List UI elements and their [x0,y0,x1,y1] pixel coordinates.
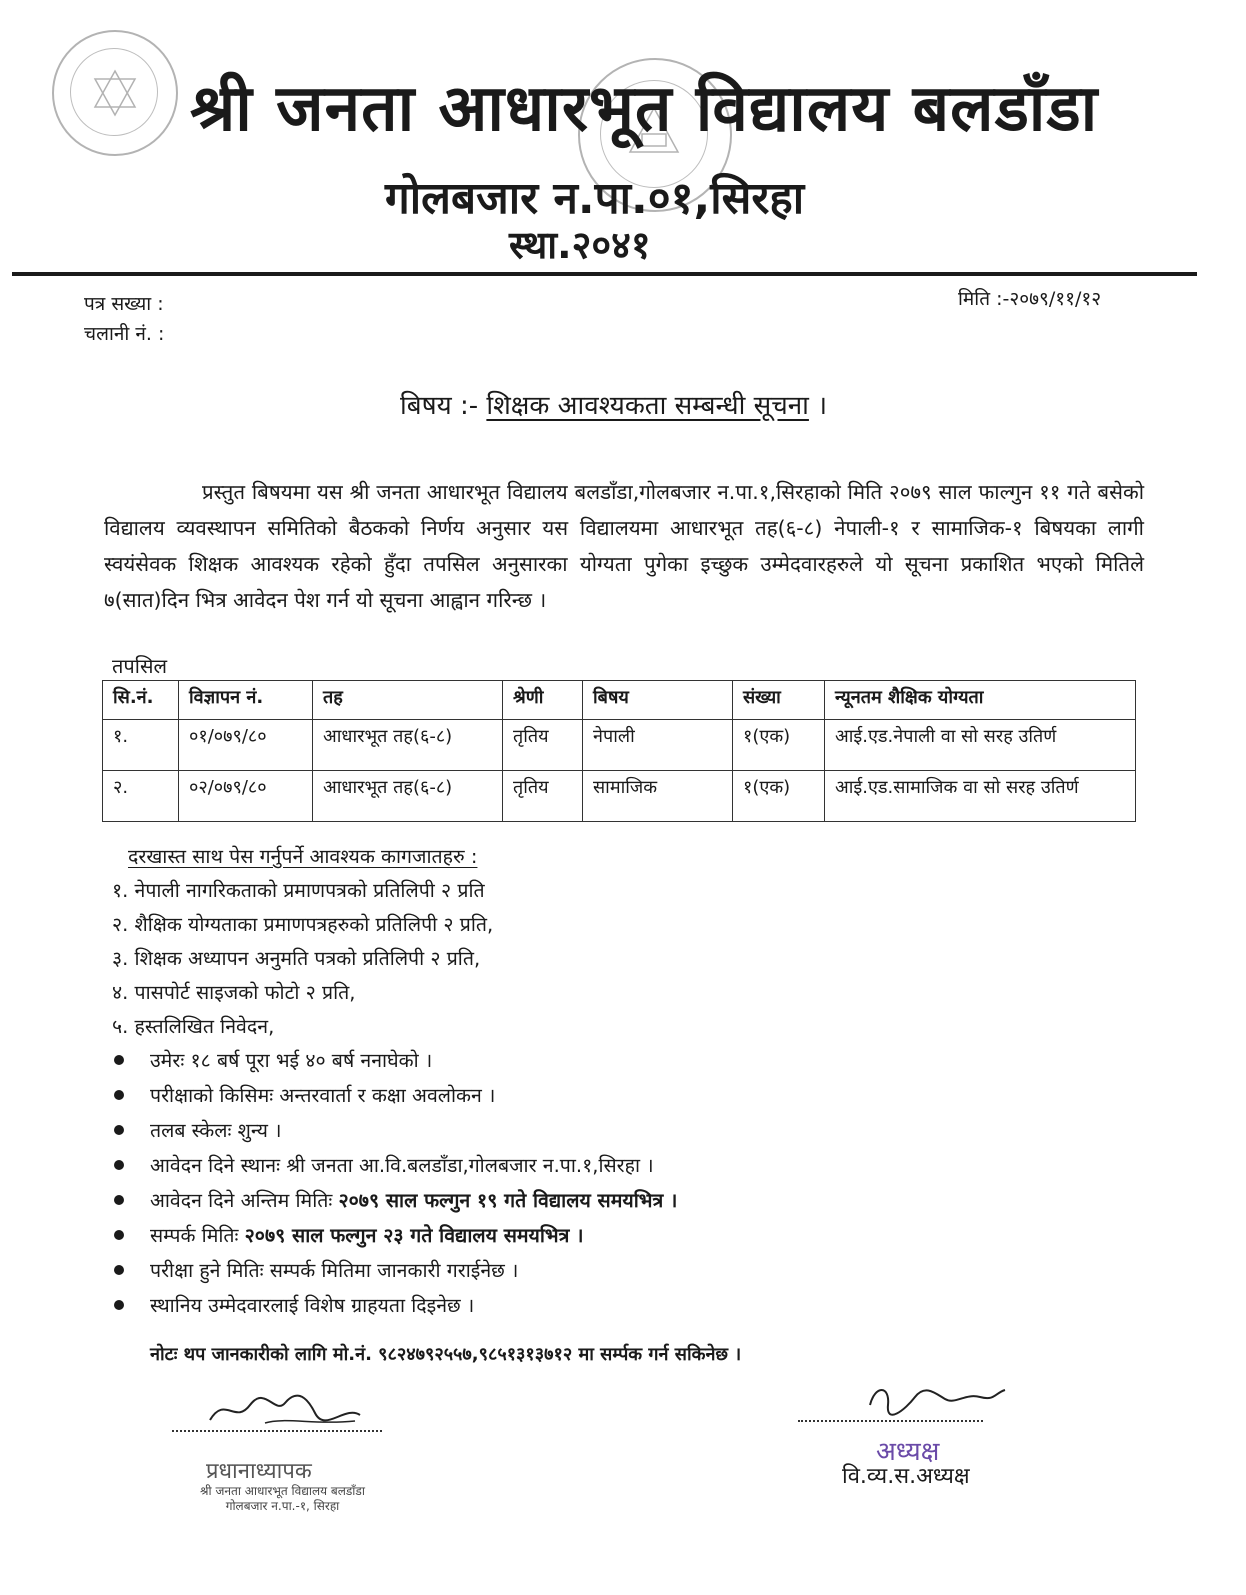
list-item: तलब स्केलः शुन्य । [112,1113,677,1148]
school-name: श्री जनता आधारभूत विद्यालय बलडाँडा [190,72,1099,146]
list-item: २. शैक्षिक योग्यताका प्रमाणपत्रहरुको प्रतिलिपी २ प्रति, [112,913,494,936]
conditions-list [112,1043,677,1323]
cell-qualification: आई.एड.सामाजिक वा सो सरह उतिर्ण [825,771,1136,822]
cell-ad-number: ०१/०७९/८० [179,720,313,771]
school-seal-left [52,30,178,156]
bullet-icon [114,1230,124,1240]
star-emblem-icon [91,69,139,117]
bullet-icon [114,1055,124,1065]
cell-grade: तृतिय [503,771,583,822]
list-item: परीक्षा हुने मितिः सम्पर्क मितिमा जानकारी गराईनेछ । [112,1253,677,1288]
cell-count: १(एक) [733,771,825,822]
bullet-icon [114,1300,124,1310]
cell-ad-number: ०२/०७९/८० [179,771,313,822]
list-item: ३. शिक्षक अध्यापन अनुमति पत्रको प्रतिलिपी २ प्रति, [112,947,481,970]
school-address: गोलबजार न.पा.०१,सिरहा [385,173,805,224]
schedule-label: तपसिल [112,654,168,678]
cell-serial: १. [103,720,179,771]
table-row [103,720,1136,771]
list-item: उमेरः १८ बर्ष पूरा भई ४० बर्ष ननाघेको । [112,1043,677,1078]
list-item: ४. पासपोर्ट साइजको फोटो २ प्रति, [112,981,356,1004]
established-year: स्था.२०४१ [509,223,651,267]
list-item: स्थानिय उम्मेदवारलाई विशेष ग्राहयता दिइनेछ । [112,1288,677,1323]
subject-line [400,386,827,422]
cell-serial: २. [103,771,179,822]
signature-line-right [798,1420,983,1422]
documents-list [112,874,493,1044]
letter-number-label: पत्र सख्या : [84,293,164,315]
headmaster-title: प्रधानाध्यापक [206,1459,312,1484]
list-item: आवेदन दिने स्थानः श्री जनता आ.वि.बलडाँडा,गोलबजार न.पा.१,सिरहा । [112,1148,677,1183]
chairperson-title: वि.व्य.स.अध्यक्ष [842,1464,970,1489]
bullet-icon [114,1265,124,1275]
subject-end: । [817,391,828,421]
header-level: तह [313,681,503,720]
contact-note: नोटः थप जानकारीको लागि मो.नं. ९८२४७९२५५७,९८५१३१३७१२ मा सर्म्पक गर्न सकिनेछ । [150,1344,742,1365]
cell-subject: सामाजिक [583,771,733,822]
list-item: परीक्षाको किसिमः अन्तरवार्ता र कक्षा अवलोकन । [112,1078,677,1113]
list-item: आवेदन दिने अन्तिम मितिः २०७९ साल फल्गुन १९ गते विद्यालय समयभित्र । [112,1183,677,1218]
chairperson-stamp: अध्यक्ष [876,1437,940,1467]
header-rule [12,272,1197,276]
subject-text: शिक्षक आवश्यकता सम्बन्धी सूचना [486,391,809,421]
notice-body: प्रस्तुत बिषयमा यस श्री जनता आधारभूत विद्यालय बलडाँडा,गोलबजार न.पा.१,सिरहाको मिति २०७९ साल फाल्गुन ११ गते बसेको विद्यालय व्यवस्थापन समितिको बैठकको निर्णय अनुसार यस विद्यालयमा आधारभूत तह(६-८) नेपाली-१ र सामाजिक-१ बिषयका लागी स्वयंसेवक शिक्षक आवश्यक रहेको हुँदा तपसिल अनुसारका योग्यता पुगेका इच्छुक उम्मेदवारहरुले यो सूचना प्रकाशित भएको मितिले ७(सात)दिन भित्र आवेदन पेश गर्न यो सूचना आह्वान गरिन्छ । [104,480,1144,612]
letter-date: मिति :-२०७९/११/१२ [958,288,1102,310]
list-item: ५. हस्तलिखित निवेदन, [112,1015,275,1038]
documents-heading: दरखास्त साथ पेस गर्नुपर्ने आवश्यक कागजातहरु : [128,845,478,868]
cell-level: आधारभूत तह(६-८) [313,771,503,822]
list-item: सम्पर्क मितिः २०७९ साल फल्गुन २३ गते विद्यालय समयभित्र । [112,1218,677,1253]
cell-subject: नेपाली [583,720,733,771]
bullet-icon [114,1090,124,1100]
signature-line-left [172,1430,382,1432]
cell-qualification: आई.एड.नेपाली वा सो सरह उतिर्ण [825,720,1136,771]
chairperson-signature [860,1375,1010,1425]
cell-count: १(एक) [733,720,825,771]
headmaster-stamp: श्री जनता आधारभूत विद्यालय बलडाँडा गोलबजार न.पा.-१, सिरहा [200,1484,365,1513]
cell-grade: तृतिय [503,720,583,771]
dispatch-number-label: चलानी नं. : [84,323,165,345]
list-item: १. नेपाली नागरिकताको प्रमाणपत्रको प्रतिलिपी २ प्रति [112,879,485,902]
header-subject: बिषय [583,681,733,720]
headmaster-signature [205,1385,365,1435]
vacancy-table [102,680,1136,822]
bullet-icon [114,1160,124,1170]
header-ad-number: विज्ञापन नं. [179,681,313,720]
subject-label: बिषय :- [400,391,479,421]
header-count: संख्या [733,681,825,720]
bullet-icon [114,1195,124,1205]
bullet-icon [114,1125,124,1135]
cell-level: आधारभूत तह(६-८) [313,720,503,771]
header-grade: श्रेणी [503,681,583,720]
table-row [103,771,1136,822]
table-header-row [103,681,1136,720]
header-qualification: न्यूनतम शैक्षिक योग्यता [825,681,1136,720]
header-serial: सि.नं. [103,681,179,720]
